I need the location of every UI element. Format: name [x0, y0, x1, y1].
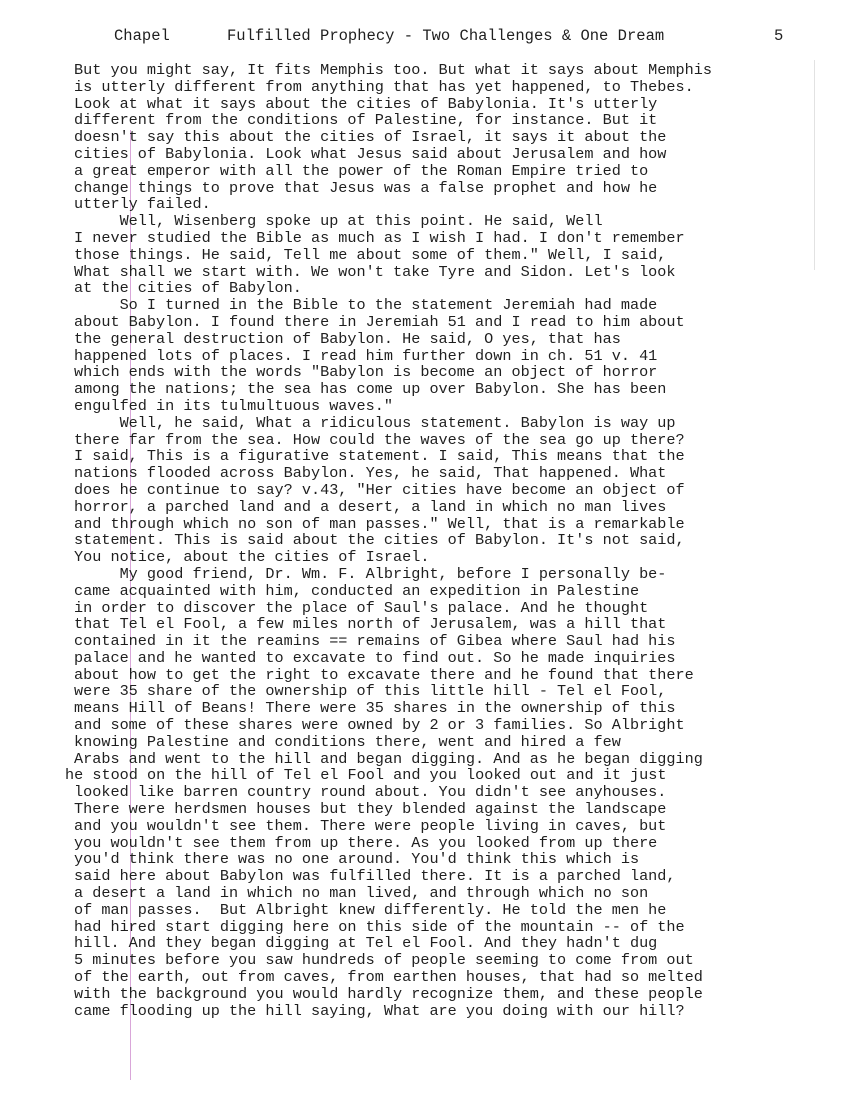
text-line: My good friend, Dr. Wm. F. Albright, before I personally be-	[74, 564, 667, 583]
text-line: had hired start digging here on this side of the mountain -- of the	[74, 917, 685, 936]
text-line: Arabs and went to the hill and began digging. And as he began digging	[74, 749, 703, 768]
text-line: palace and he wanted to excavate to find out. So he made inquiries	[74, 648, 676, 667]
text-line: hill. And they began digging at Tel el Fool. And they hadn't dug	[74, 934, 658, 953]
body-text	[65, 61, 834, 1020]
text-line: at the cities of Babylon.	[74, 279, 302, 298]
text-line: looked like barren country round about. You didn't see anyhouses.	[74, 783, 667, 802]
text-line: statement. This is said about the cities of Babylon. It's not said,	[74, 531, 685, 550]
text-line: 5 minutes before you saw hundreds of people seeming to come from out	[74, 951, 694, 970]
text-line: with the background you would hardly recognize them, and these people	[74, 984, 703, 1003]
text-line: about how to get the right to excavate there and he found that there	[74, 665, 694, 684]
page-header	[0, 27, 849, 49]
text-line: Look at what it says about the cities of Babylonia. It's utterly	[74, 94, 658, 113]
text-line: But you might say, It fits Memphis too. But what it says about Memphis	[74, 61, 712, 79]
text-line: horror, a parched land and a desert, a land in which no man lives	[74, 497, 667, 516]
text-line: of the earth, out from caves, from earthen houses, that had so melted	[74, 968, 703, 987]
text-line: you'd think there was no one around. You'd think this which is	[74, 850, 640, 869]
text-line: cities of Babylonia. Look what Jesus said about Jerusalem and how	[74, 144, 667, 163]
text-line: You notice, about the cities of Israel.	[74, 548, 430, 567]
text-line: What shall we start with. We won't take Tyre and Sidon. Let's look	[74, 262, 676, 281]
text-line: those things. He said, Tell me about some of them." Well, I said,	[74, 245, 667, 264]
text-line: a desert a land in which no man lived, and through which no son	[74, 884, 649, 903]
text-line: came acquainted with him, conducted an expedition in Palestine	[74, 581, 640, 600]
text-line: is utterly different from anything that has yet happened, to Thebes.	[74, 77, 694, 96]
text-line: So I turned in the Bible to the statement Jeremiah had made	[74, 296, 658, 315]
text-line: different from the conditions of Palestine, for instance. But it	[74, 111, 658, 130]
text-line: the general destruction of Babylon. He said, O yes, that has	[74, 329, 621, 348]
text-line: contained in it the reamins == remains of Gibea where Saul had his	[74, 632, 676, 651]
text-line: utterly failed.	[74, 195, 211, 214]
text-line: that Tel el Fool, a few miles north of Jerusalem, was a hill that	[74, 615, 667, 634]
text-line: knowing Palestine and conditions there, went and hired a few	[74, 732, 621, 751]
text-line: about Babylon. I found there in Jeremiah 51 and I read to him about	[74, 312, 685, 331]
text-line: you wouldn't see them from up there. As you looked from up there	[74, 833, 658, 852]
text-line: and some of these shares were owned by 2 or 3 families. So Albright	[74, 716, 685, 735]
header-title: Fulfilled Prophecy - Two Challenges & One Dream	[227, 27, 665, 45]
text-line: came flooding up the hill saying, What are you doing with our hill?	[74, 1001, 685, 1020]
text-line: does he continue to say? v.43, "Her cities have become an object of	[74, 480, 685, 499]
text-line: I never studied the Bible as much as I wish I had. I don't remember	[74, 228, 685, 247]
text-line: change things to prove that Jesus was a false prophet and how he	[74, 178, 658, 197]
text-line: there far from the sea. How could the waves of the sea go up there?	[74, 430, 685, 449]
text-line: Well, he said, What a ridiculous statement. Babylon is way up	[74, 413, 676, 432]
text-line: happened lots of places. I read him further down in ch. 51 v. 41	[74, 346, 658, 365]
text-line: engulfed in its tulmultuous waves."	[74, 396, 393, 415]
text-line: in order to discover the place of Saul's palace. And he thought	[74, 598, 649, 617]
text-line: of man passes. But Albright knew differently. He told the men he	[74, 900, 667, 919]
text-line: were 35 share of the ownership of this little hill - Tel el Fool,	[74, 682, 667, 701]
text-line: I said, This is a figurative statement. I said, This means that the	[74, 447, 685, 466]
text-line: nations flooded across Babylon. Yes, he said, That happened. What	[74, 464, 667, 483]
text-line: he stood on the hill of Tel el Fool and you looked out and it just	[65, 766, 667, 785]
text-line: There were herdsmen houses but they blended against the landscape	[74, 800, 667, 819]
text-line: among the nations; the sea has come up over Babylon. She has been	[74, 380, 667, 399]
page-number: 5	[774, 27, 784, 45]
header-chapel: Chapel	[114, 27, 170, 45]
text-line: which ends with the words "Babylon is become an object of horror	[74, 363, 658, 382]
text-line: means Hill of Beans! There were 35 shares in the ownership of this	[74, 699, 676, 718]
text-line: Well, Wisenberg spoke up at this point. He said, Well	[74, 212, 603, 231]
text-line: and you wouldn't see them. There were people living in caves, but	[74, 816, 667, 835]
text-line: and through which no son of man passes." Well, that is a remarkable	[74, 514, 685, 533]
text-line: a great emperor with all the power of the Roman Empire tried to	[74, 161, 649, 180]
text-line: said here about Babylon was fulfilled there. It is a parched land,	[74, 867, 676, 886]
text-line: doesn't say this about the cities of Israel, it says it about the	[74, 128, 667, 147]
